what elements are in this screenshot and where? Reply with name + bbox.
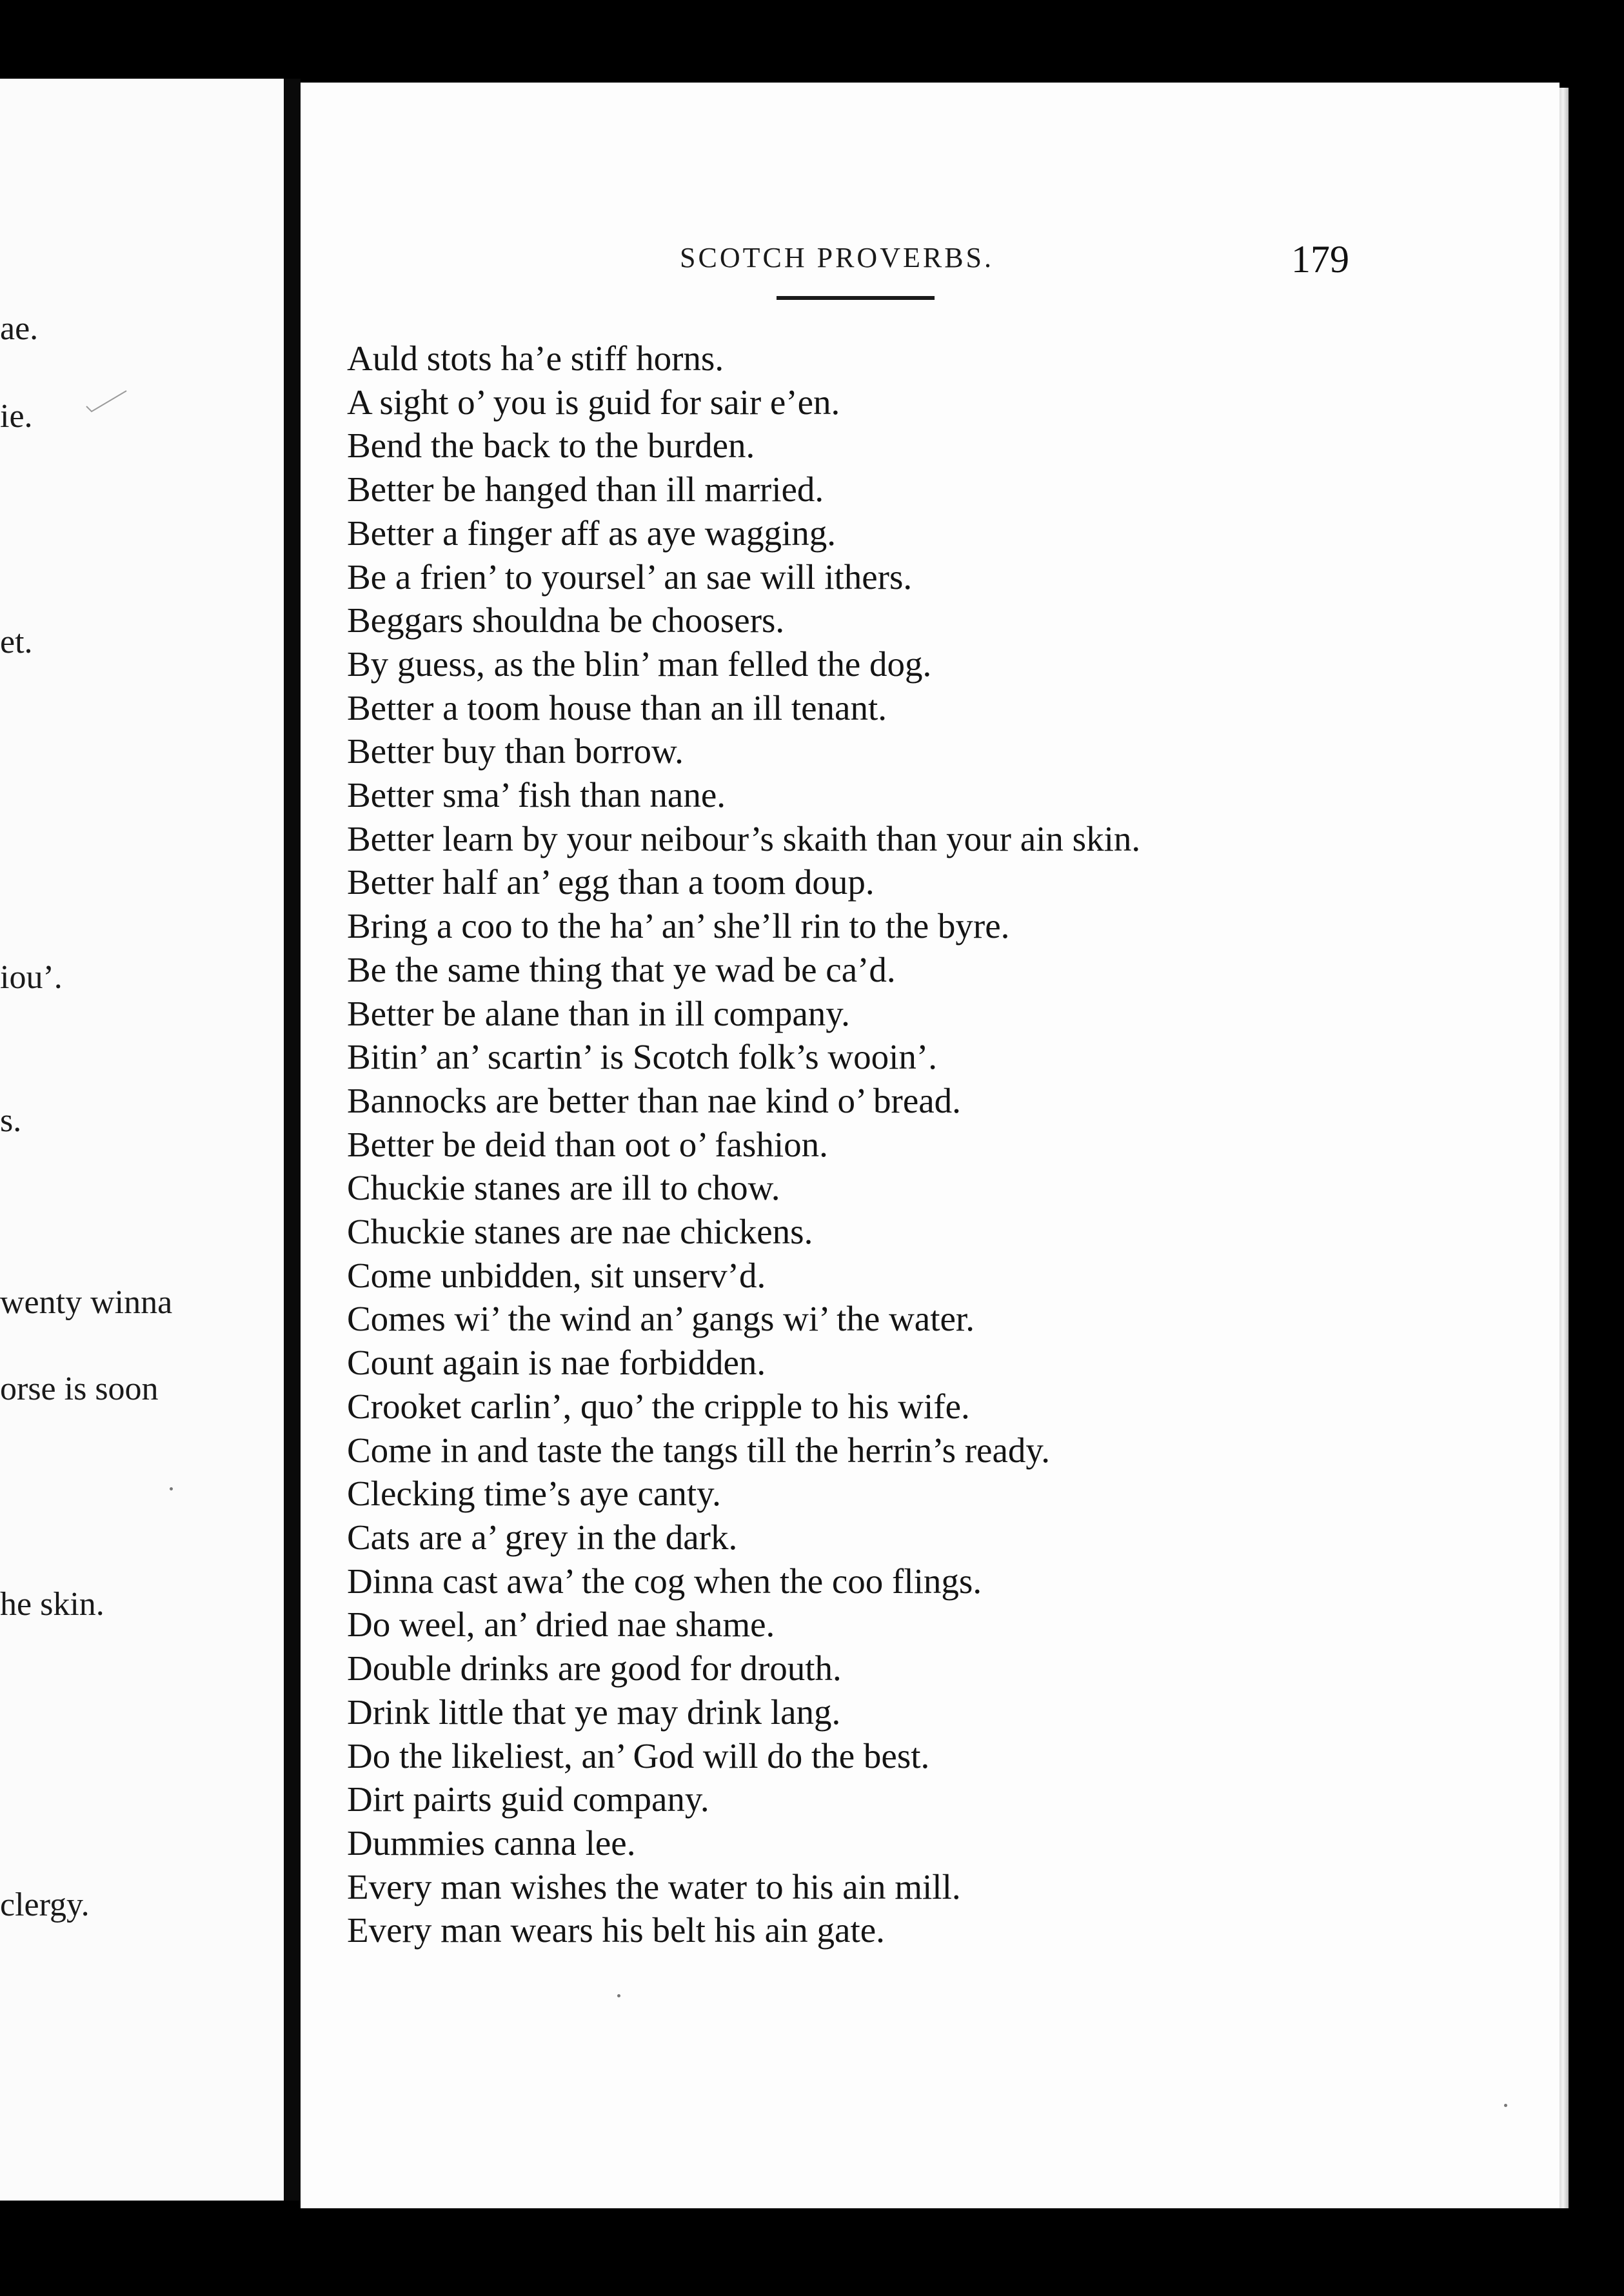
proverb-line: Do the likeliest, an’ God will do the best. [347,1736,930,1776]
proverb-line: Better learn by your neibour’s skaith than your ain skin. [347,818,1141,858]
left-page-fragment: iou’. [0,959,63,996]
proverb-line: Come in and taste the tangs till the herrin’s ready. [347,1430,1051,1470]
proverb-line: Better be hanged than ill married. [347,470,824,510]
proverb-line: Bend the back to the burden. [347,426,755,466]
proverb-line: Better be alane than in ill company. [347,993,850,1033]
proverb-line: Dummies canna lee. [347,1823,636,1863]
proverb-line: Dirt pairts guid company. [347,1779,709,1819]
proverb-line: Better buy than borrow. [347,731,684,771]
left-page-fragment: ie. [0,398,33,435]
left-page-fragment: orse is soon [0,1371,159,1407]
proverb-line: Double drinks are good for drouth. [347,1648,842,1688]
proverb-line: Be a frien’ to yoursel’ an sae will ithers. [347,557,913,597]
left-page-fragment: et. [0,624,33,660]
proverb-line: Better half an’ egg than a toom doup. [347,862,875,902]
proverb-line: Comes wi’ the wind an’ gangs wi’ the water. [347,1299,975,1339]
proverb-line: Bring a coo to the ha’ an’ she’ll rin to the byre. [347,906,1010,946]
left-page-fragment: clergy. [0,1886,90,1923]
proverb-line: Auld stots ha’e stiff horns. [347,339,724,378]
proverb-line: Clecking time’s aye canty. [347,1474,721,1514]
proverb-line: Every man wishes the water to his ain mill. [347,1866,961,1906]
proverb-line: Better a toom house than an ill tenant. [347,688,887,727]
proverb-line: Every man wears his belt his ain gate. [347,1910,885,1950]
proverb-line: Chuckie stanes are ill to chow. [347,1168,780,1208]
proverb-line: Chuckie stanes are nae chickens. [347,1212,813,1252]
paper-speck [617,1994,620,1997]
proverb-line: Beggars shouldna be choosers. [347,600,785,640]
book-gutter [284,79,301,2201]
proverb-line: Better a finger aff as aye wagging. [347,513,836,553]
page-number: 179 [1291,238,1349,281]
proverb-line: Cats are a’ grey in the dark. [347,1517,738,1557]
proverb-line: Count again is nae forbidden. [347,1343,766,1383]
proverb-line: Come unbidden, sit unserv’d. [347,1255,766,1295]
proverb-line: Do weel, an’ dried nae shame. [347,1605,775,1645]
left-page-fragment: wenty winna [0,1284,173,1321]
proverb-line: Better be deid than oot o’ fashion. [347,1124,828,1164]
page-edge [1560,88,1569,2208]
proverb-line: Bannocks are better than nae kind o’ bread. [347,1080,961,1120]
proverb-line: Dinna cast awa’ the cog when the coo flings. [347,1561,982,1601]
proverb-line: Drink little that ye may drink lang. [347,1692,841,1732]
proverb-line: Better sma’ fish than nane. [347,775,726,815]
left-page-fragment: he skin. [0,1586,104,1623]
previous-page [0,79,284,2201]
proverb-line: Crooket carlin’, quo’ the cripple to his wife. [347,1386,970,1426]
proverb-line: A sight o’ you is guid for sair e’en. [347,382,840,422]
running-head: SCOTCH PROVERBS. [680,242,995,273]
proverb-line: Bitin’ an’ scartin’ is Scotch folk’s wooin’. [347,1037,937,1077]
left-page-fragment: s. [0,1102,22,1139]
header-rule [777,296,935,300]
paper-speck [1504,2104,1507,2107]
left-page-fragment: ae. [0,310,39,347]
proverb-list [347,337,1392,1952]
pencil-tick-mark [84,387,129,413]
proverb-line: Be the same thing that ye wad be ca’d. [347,949,896,989]
proverb-line: By guess, as the blin’ man felled the dog. [347,644,932,684]
paper-speck [170,1487,173,1490]
